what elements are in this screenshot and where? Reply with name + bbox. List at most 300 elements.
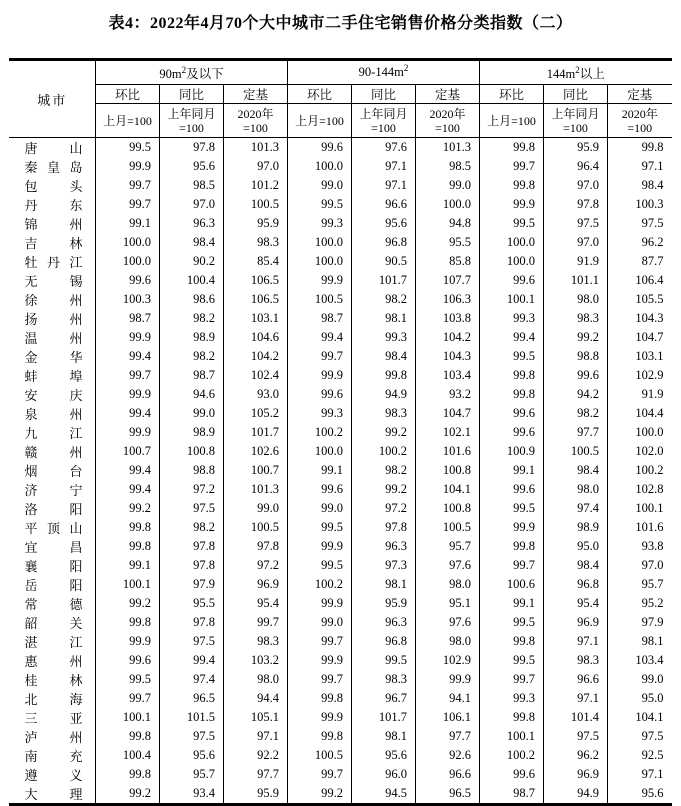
metric-header-row: [9, 85, 671, 104]
group-label-text: 90m: [159, 66, 182, 81]
index-value: 106.3: [415, 290, 479, 309]
index-value: 100.9: [480, 442, 544, 461]
index-value: 99.4: [159, 651, 223, 670]
index-value: 99.3: [287, 404, 351, 423]
index-value: 99.4: [95, 480, 159, 499]
city-name: 泸州: [24, 730, 83, 745]
index-value: 95.2: [608, 594, 672, 613]
index-value: 98.4: [544, 461, 608, 480]
table-row: [9, 328, 671, 347]
city-cell: [9, 385, 95, 404]
index-value: 97.0: [159, 195, 223, 214]
index-value: 93.0: [223, 385, 287, 404]
table-row: [9, 157, 671, 176]
index-value: 97.8: [544, 195, 608, 214]
index-value: 104.1: [608, 708, 672, 727]
column-header-fixed-base: 定基: [608, 85, 672, 104]
index-value: 95.6: [351, 214, 415, 233]
table-row: [9, 271, 671, 290]
index-value: 92.5: [608, 746, 672, 765]
index-value: 98.2: [351, 461, 415, 480]
index-value: 100.0: [95, 233, 159, 252]
table-row: [9, 556, 671, 575]
index-value: 96.9: [544, 765, 608, 784]
index-value: 101.2: [223, 176, 287, 195]
index-value: 99.2: [95, 499, 159, 518]
index-value: 104.1: [415, 480, 479, 499]
index-value: 97.1: [544, 689, 608, 708]
index-value: 98.4: [608, 176, 672, 195]
index-value: 102.1: [415, 423, 479, 442]
city-cell: [9, 670, 95, 689]
index-value: 100.6: [480, 575, 544, 594]
group-label-suffix: 以上: [579, 66, 605, 81]
index-value: 105.2: [223, 404, 287, 423]
index-value: 95.9: [544, 138, 608, 158]
group-header-144-above: [480, 60, 672, 85]
base-header-prev-month: [480, 104, 544, 138]
index-value: 99.7: [287, 347, 351, 366]
index-value: 100.2: [351, 442, 415, 461]
table-row: [9, 214, 671, 233]
index-value: 96.3: [159, 214, 223, 233]
index-value: 100.2: [480, 746, 544, 765]
index-value: 98.2: [159, 347, 223, 366]
table-row: [9, 594, 671, 613]
city-name: 丹东: [24, 198, 83, 213]
base-line: =100: [627, 120, 653, 135]
index-value: 98.7: [480, 784, 544, 805]
index-value: 97.7: [544, 423, 608, 442]
index-value: 97.6: [351, 138, 415, 158]
table-row: [9, 613, 671, 632]
table-row: [9, 461, 671, 480]
index-value: 97.0: [223, 157, 287, 176]
city-cell: [9, 594, 95, 613]
index-value: 99.5: [480, 613, 544, 632]
index-value: 100.0: [287, 233, 351, 252]
index-value: 99.5: [480, 651, 544, 670]
table-row: [9, 689, 671, 708]
city-name: 赣州: [24, 445, 83, 460]
index-value: 97.7: [223, 765, 287, 784]
city-cell: [9, 271, 95, 290]
index-value: 106.5: [223, 290, 287, 309]
index-value: 96.8: [351, 233, 415, 252]
index-value: 94.6: [159, 385, 223, 404]
base-line: =100: [563, 120, 588, 135]
index-value: 103.1: [223, 309, 287, 328]
index-value: 98.5: [159, 176, 223, 195]
city-cell: [9, 347, 95, 366]
table-row: [9, 290, 671, 309]
index-value: 101.7: [223, 423, 287, 442]
index-value: 96.0: [351, 765, 415, 784]
city-cell: [9, 613, 95, 632]
table-row: [9, 252, 671, 271]
index-value: 99.4: [287, 328, 351, 347]
index-value: 85.4: [223, 252, 287, 271]
index-value: 98.3: [544, 651, 608, 670]
index-value: 100.8: [415, 499, 479, 518]
column-header-fixed-base: 定基: [415, 85, 479, 104]
index-value: 97.0: [544, 176, 608, 195]
index-value: 99.1: [287, 461, 351, 480]
city-name: 三亚: [24, 711, 83, 726]
index-value: 97.5: [608, 214, 672, 233]
index-value: 99.9: [95, 423, 159, 442]
index-value: 97.1: [351, 157, 415, 176]
index-value: 100.0: [480, 252, 544, 271]
index-value: 101.6: [608, 518, 672, 537]
index-value: 104.7: [415, 404, 479, 423]
index-value: 97.1: [223, 727, 287, 746]
index-value: 102.4: [223, 366, 287, 385]
index-value: 98.2: [351, 290, 415, 309]
index-value: 94.5: [351, 784, 415, 805]
index-value: 96.8: [544, 575, 608, 594]
base-line: 2020年: [621, 106, 658, 121]
group-header-90-144: [287, 60, 479, 85]
index-value: 99.8: [95, 613, 159, 632]
index-value: 95.9: [351, 594, 415, 613]
index-value: 101.6: [415, 442, 479, 461]
index-value: 98.4: [159, 233, 223, 252]
table-row: [9, 727, 671, 746]
index-value: 100.0: [480, 233, 544, 252]
index-value: 97.2: [223, 556, 287, 575]
city-cell: [9, 575, 95, 594]
index-value: 97.9: [608, 613, 672, 632]
index-value: 98.8: [159, 461, 223, 480]
price-index-table: [9, 58, 671, 806]
index-value: 97.8: [159, 556, 223, 575]
index-value: 100.7: [95, 442, 159, 461]
index-value: 99.6: [480, 271, 544, 290]
index-value: 99.9: [480, 518, 544, 537]
index-value: 100.3: [95, 290, 159, 309]
index-value: 98.1: [608, 632, 672, 651]
city-cell: [9, 328, 95, 347]
table-row: [9, 442, 671, 461]
index-value: 99.8: [287, 689, 351, 708]
group-label-text: 144m: [546, 66, 576, 81]
index-value: 99.5: [287, 195, 351, 214]
column-header-city: 城市: [9, 60, 95, 138]
index-value: 98.9: [544, 518, 608, 537]
index-value: 99.8: [480, 385, 544, 404]
table-row: [9, 575, 671, 594]
group-label-text: 90-144m: [358, 65, 404, 79]
index-value: 99.2: [351, 480, 415, 499]
city-cell: [9, 138, 95, 158]
table-row: [9, 518, 671, 537]
city-cell: [9, 233, 95, 252]
column-header-yoy: 同比: [159, 85, 223, 104]
table-row: [9, 670, 671, 689]
index-value: 100.5: [223, 518, 287, 537]
city-name: 吉林: [24, 236, 83, 251]
city-cell: [9, 708, 95, 727]
index-value: 96.9: [544, 613, 608, 632]
index-value: 100.1: [95, 575, 159, 594]
index-value: 103.2: [223, 651, 287, 670]
index-value: 102.0: [608, 442, 672, 461]
index-value: 90.5: [351, 252, 415, 271]
table-row: [9, 404, 671, 423]
city-name: 宜昌: [24, 540, 83, 555]
index-value: 91.9: [544, 252, 608, 271]
index-value: 97.0: [608, 556, 672, 575]
index-value: 98.2: [544, 404, 608, 423]
index-value: 95.7: [159, 765, 223, 784]
city-name: 韶关: [24, 616, 83, 631]
index-value: 99.8: [95, 518, 159, 537]
index-value: 98.1: [351, 727, 415, 746]
city-name: 九江: [24, 426, 83, 441]
table-title: 表4：2022年4月70个大中城市二手住宅销售价格分类指数（二）: [108, 15, 573, 32]
base-line: 上年同月: [359, 106, 408, 121]
city-cell: [9, 480, 95, 499]
index-value: 97.8: [159, 613, 223, 632]
base-line: =100: [371, 120, 396, 135]
city-cell: [9, 689, 95, 708]
index-value: 99.9: [287, 537, 351, 556]
table-row: [9, 176, 671, 195]
table-row: [9, 537, 671, 556]
index-value: 99.5: [480, 499, 544, 518]
index-value: 102.9: [608, 366, 672, 385]
city-name: 锦州: [24, 217, 83, 232]
index-value: 99.9: [95, 328, 159, 347]
index-value: 101.4: [544, 708, 608, 727]
index-value: 100.5: [544, 442, 608, 461]
index-value: 99.8: [480, 366, 544, 385]
index-value: 99.7: [223, 613, 287, 632]
index-value: 100.1: [480, 727, 544, 746]
city-cell: [9, 632, 95, 651]
superscript-2: 2: [403, 62, 409, 73]
index-value: 102.6: [223, 442, 287, 461]
index-value: 99.0: [223, 499, 287, 518]
index-value: 101.5: [159, 708, 223, 727]
city-name: 大理: [24, 787, 83, 802]
table-body: [9, 138, 671, 805]
index-value: 101.3: [223, 138, 287, 158]
city-name: 泉州: [24, 407, 83, 422]
index-value: 92.2: [223, 746, 287, 765]
index-value: 99.2: [351, 423, 415, 442]
index-value: 99.9: [287, 271, 351, 290]
index-value: 95.9: [223, 214, 287, 233]
index-value: 98.9: [159, 423, 223, 442]
index-value: 98.7: [287, 309, 351, 328]
index-value: 99.0: [159, 404, 223, 423]
index-value: 99.5: [287, 556, 351, 575]
index-value: 95.1: [415, 594, 479, 613]
index-value: 101.7: [351, 708, 415, 727]
index-value: 85.8: [415, 252, 479, 271]
index-value: 99.5: [351, 651, 415, 670]
index-value: 97.1: [608, 765, 672, 784]
index-value: 106.4: [608, 271, 672, 290]
index-value: 99.6: [95, 271, 159, 290]
index-value: 100.2: [287, 575, 351, 594]
index-value: 95.4: [223, 594, 287, 613]
index-value: 99.2: [95, 594, 159, 613]
index-value: 100.0: [287, 252, 351, 271]
index-value: 96.5: [415, 784, 479, 805]
index-value: 99.5: [95, 670, 159, 689]
index-value: 98.7: [159, 366, 223, 385]
city-name: 安庆: [24, 388, 83, 403]
index-value: 95.0: [608, 689, 672, 708]
base-line: =100: [435, 120, 460, 135]
city-name: 济宁: [24, 483, 83, 498]
city-name: 北海: [24, 692, 83, 707]
city-name: 平顶山: [24, 521, 83, 536]
index-value: 102.8: [608, 480, 672, 499]
index-value: 104.2: [223, 347, 287, 366]
index-value: 97.8: [159, 138, 223, 158]
index-value: 95.5: [159, 594, 223, 613]
index-value: 99.8: [287, 727, 351, 746]
superscript-2: 2: [575, 64, 580, 75]
index-value: 102.9: [415, 651, 479, 670]
index-value: 100.3: [608, 195, 672, 214]
city-cell: [9, 423, 95, 442]
city-cell: [9, 537, 95, 556]
index-value: 95.7: [415, 537, 479, 556]
column-header-mom: 环比: [95, 85, 159, 104]
index-value: 97.1: [351, 176, 415, 195]
table-row: [9, 784, 671, 805]
index-value: 97.2: [351, 499, 415, 518]
index-value: 100.8: [159, 442, 223, 461]
city-cell: [9, 518, 95, 537]
index-value: 98.4: [351, 347, 415, 366]
city-name: 岳阳: [24, 578, 83, 593]
index-value: 99.0: [287, 613, 351, 632]
index-value: 100.0: [287, 157, 351, 176]
index-value: 94.2: [544, 385, 608, 404]
index-value: 100.5: [287, 290, 351, 309]
index-value: 99.9: [95, 157, 159, 176]
index-value: 99.2: [95, 784, 159, 805]
city-name: 包头: [24, 179, 83, 194]
index-value: 104.7: [608, 328, 672, 347]
city-cell: [9, 290, 95, 309]
table-row: [9, 309, 671, 328]
index-value: 100.2: [287, 423, 351, 442]
index-value: 97.9: [159, 575, 223, 594]
index-value: 95.6: [159, 746, 223, 765]
index-value: 96.7: [351, 689, 415, 708]
index-value: 99.8: [95, 727, 159, 746]
base-header-2020: [415, 104, 479, 138]
index-value: 100.0: [95, 252, 159, 271]
city-name: 温州: [24, 331, 83, 346]
city-name: 南充: [24, 749, 83, 764]
table-row: [9, 651, 671, 670]
index-value: 93.8: [608, 537, 672, 556]
index-value: 99.9: [287, 651, 351, 670]
index-value: 99.6: [95, 651, 159, 670]
index-value: 101.3: [415, 138, 479, 158]
table-row: [9, 480, 671, 499]
index-value: 96.2: [608, 233, 672, 252]
index-value: 101.7: [351, 271, 415, 290]
city-cell: [9, 214, 95, 233]
table-row: [9, 632, 671, 651]
city-cell: [9, 252, 95, 271]
index-value: 97.3: [351, 556, 415, 575]
index-value: 99.2: [287, 784, 351, 805]
index-value: 95.9: [223, 784, 287, 805]
index-value: 99.1: [480, 461, 544, 480]
table-row: [9, 366, 671, 385]
index-value: 99.8: [480, 632, 544, 651]
index-value: 99.7: [480, 670, 544, 689]
index-value: 98.3: [223, 632, 287, 651]
index-value: 98.1: [351, 309, 415, 328]
index-value: 100.5: [287, 746, 351, 765]
index-value: 99.5: [287, 518, 351, 537]
base-line: 上月=100: [103, 113, 152, 128]
index-value: 94.8: [415, 214, 479, 233]
index-value: 99.6: [544, 366, 608, 385]
group-header-90-and-below: [95, 60, 287, 85]
city-cell: [9, 746, 95, 765]
index-value: 90.2: [159, 252, 223, 271]
index-value: 96.2: [544, 746, 608, 765]
index-value: 98.9: [159, 328, 223, 347]
city-name: 秦皇岛: [24, 160, 83, 175]
city-cell: [9, 157, 95, 176]
index-value: 99.7: [480, 157, 544, 176]
index-value: 99.2: [544, 328, 608, 347]
column-header-mom: 环比: [287, 85, 351, 104]
index-value: 98.6: [159, 290, 223, 309]
superscript-2: 2: [181, 64, 187, 75]
base-header-prev-year: [544, 104, 608, 138]
base-line: =100: [179, 120, 204, 135]
base-line: 2020年: [237, 106, 274, 121]
index-value: 99.3: [480, 689, 544, 708]
index-value: 97.5: [544, 727, 608, 746]
index-value: 104.6: [223, 328, 287, 347]
city-cell: [9, 366, 95, 385]
index-value: 95.5: [415, 233, 479, 252]
index-value: 95.6: [608, 784, 672, 805]
base-line: 上月=100: [487, 113, 536, 128]
city-cell: [9, 765, 95, 784]
index-value: 87.7: [608, 252, 672, 271]
index-value: 95.6: [351, 746, 415, 765]
index-value: 96.8: [351, 632, 415, 651]
table-row: [9, 385, 671, 404]
index-value: 99.7: [95, 176, 159, 195]
index-value: 100.1: [608, 499, 672, 518]
index-value: 97.5: [159, 727, 223, 746]
index-value: 99.7: [95, 195, 159, 214]
index-value: 98.0: [415, 575, 479, 594]
group-header-row: [9, 60, 671, 85]
column-header-yoy: 同比: [351, 85, 415, 104]
index-value: 97.5: [159, 499, 223, 518]
city-name: 桂林: [24, 673, 83, 688]
index-value: 100.4: [159, 271, 223, 290]
